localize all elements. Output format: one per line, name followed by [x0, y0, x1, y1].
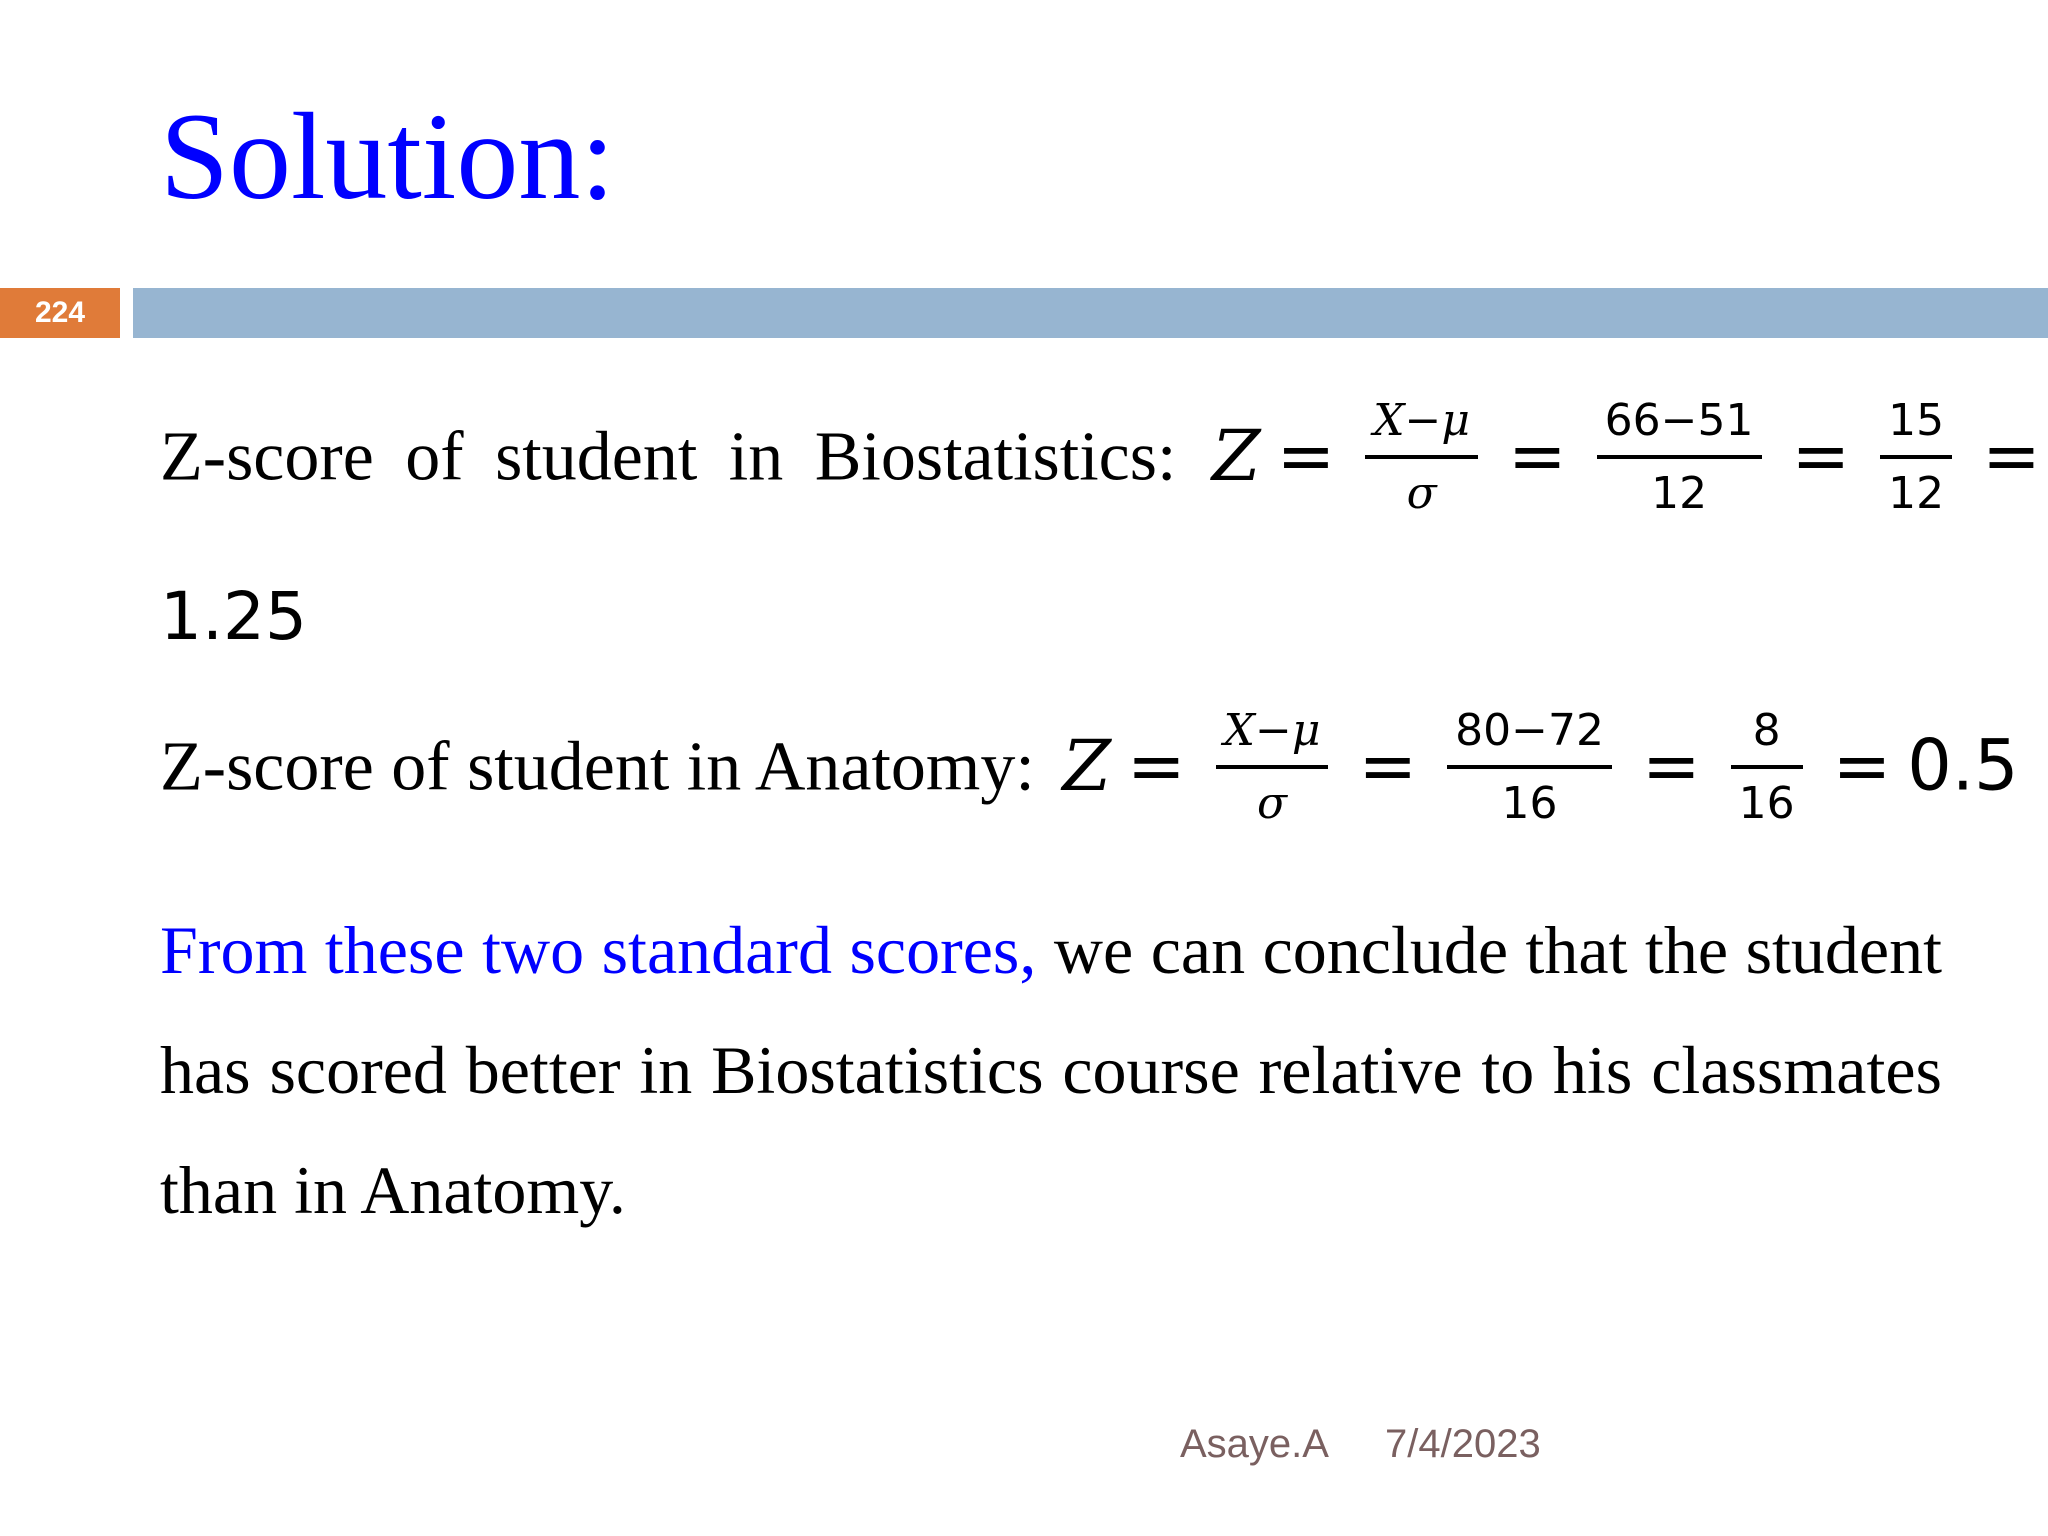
substituted-fraction [1597, 396, 1762, 519]
formula-fraction [1216, 706, 1329, 829]
formula-numerator: X−μ [1365, 396, 1478, 459]
simplified-fraction [1880, 396, 1952, 519]
equals-sign: = [1982, 414, 2041, 497]
equals-sign: = [1126, 724, 1186, 807]
conclusion-text: we can conclude that the student has scored better in Biostatistics course relative to his classmates than in Anatomy. [160, 912, 1943, 1228]
simplified-numerator: 15 [1880, 396, 1952, 459]
substituted-denominator: 16 [1501, 777, 1558, 829]
formula-denominator: σ [1406, 467, 1437, 519]
slide-title: Solution: [160, 88, 615, 225]
footer-date: 7/4/2023 [1385, 1422, 1541, 1466]
anatomy-label: Z-score of student in Anatomy: [160, 728, 1035, 806]
zscore-anatomy-line [160, 705, 2019, 835]
substituted-denominator: 12 [1651, 467, 1708, 519]
conclusion-paragraph [160, 890, 1942, 1250]
equals-sign: = [1641, 724, 1701, 807]
equals-sign: = [1358, 724, 1418, 807]
biostat-result: 1.25 [160, 578, 307, 655]
substituted-fraction [1447, 706, 1612, 829]
biostat-z-var: Z [1211, 414, 1261, 497]
equals-sign: = [1276, 414, 1336, 497]
equals-sign: = [1791, 414, 1851, 497]
simplified-denominator: 12 [1888, 467, 1945, 519]
substituted-numerator: 80−72 [1447, 706, 1612, 769]
zscore-biostatistics-line [160, 395, 2048, 525]
simplified-denominator: 16 [1738, 777, 1795, 829]
slide-number: 224 [0, 288, 120, 338]
conclusion-highlight: From these two standard scores, [160, 912, 1037, 988]
formula-denominator: σ [1257, 777, 1288, 829]
header-band [133, 288, 2048, 338]
formula-numerator: X−μ [1216, 706, 1329, 769]
equals-sign: = [1832, 724, 1892, 807]
simplified-numerator: 8 [1731, 706, 1803, 769]
formula-fraction [1365, 396, 1478, 519]
footer-author: Asaye.A [1180, 1422, 1329, 1466]
substituted-numerator: 66−51 [1597, 396, 1762, 459]
biostat-label: Z-score of student in Biostatistics: [160, 418, 1177, 496]
simplified-fraction [1731, 706, 1803, 829]
anatomy-result: 0.5 [1907, 724, 2019, 807]
equals-sign: = [1508, 414, 1567, 497]
anatomy-z-var: Z [1062, 724, 1111, 807]
